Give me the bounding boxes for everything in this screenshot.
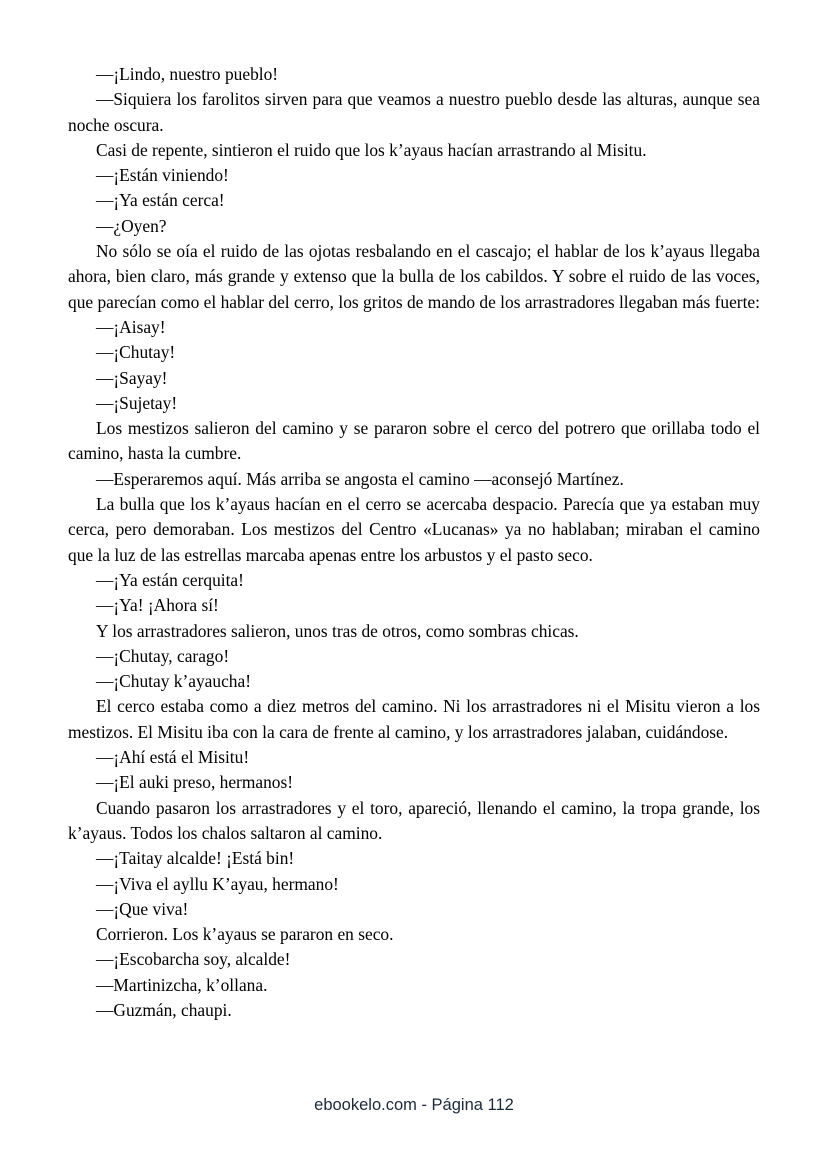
paragraph: —¡Escobarcha soy, alcalde!	[96, 949, 291, 970]
paragraph: —¡Ya! ¡Ahora sí!	[96, 595, 219, 616]
paragraph: —¡Chutay, carago!	[96, 645, 230, 666]
paragraph: Casi de repente, sintieron el ruido que los k’ayaus hacían arrastrando al Misitu.	[96, 139, 647, 160]
paragraph: —¡Taitay alcalde! ¡Está bin!	[96, 848, 295, 869]
paragraph: No sólo se oía el ruido de las ojotas resbalando en el cascajo; el hablar de los k’ayaus llegaba ahora, bien claro, más grande y extenso que la bulla de los cabildos. Y sobre el ruido de las voces, que parecían como el hablar del cerro, los gritos de mando de los arrastradores llegaban más fuerte:	[68, 241, 760, 312]
paragraph: —¡Aisay!	[96, 316, 166, 337]
paragraph: La bulla que los k’ayaus hacían en el cerro se acercaba despacio. Parecía que ya estaban muy cerca, pero demoraban. Los mestizos del Centro «Lucanas» ya no hablaban; miraban el camino que la luz de las estrellas marcaba apenas entre los arbustos y el pasto seco.	[68, 494, 760, 565]
paragraph: —¡Ahí está el Misitu!	[96, 747, 250, 768]
paragraph: —Esperaremos aquí. Más arriba se angosta el camino —aconsejó Martínez.	[96, 468, 624, 489]
paragraph: —¡Sayay!	[96, 367, 168, 388]
paragraph: —¡Chutay!	[96, 342, 176, 363]
paragraph: —Siquiera los farolitos sirven para que veamos a nuestro pueblo desde las alturas, aunque sea noche oscura.	[68, 89, 760, 135]
paragraph: —¡Sujetay!	[96, 392, 178, 413]
paragraph: —¡Ya están cerca!	[96, 190, 225, 211]
paragraph: Corrieron. Los k’ayaus se pararon en seco.	[96, 924, 394, 945]
paragraph: —¡Viva el ayllu K’ayau, hermano!	[96, 873, 339, 894]
paragraph: —¡Que viva!	[96, 898, 189, 919]
page-footer: ebookelo.com - Página 112	[314, 1096, 514, 1114]
paragraph: —¡Ya están cerquita!	[96, 569, 244, 590]
paragraph: Y los arrastradores salieron, unos tras de otros, como sombras chicas.	[96, 620, 579, 641]
paragraph: —Martinizcha, k’ollana.	[96, 974, 268, 995]
paragraph: —¡El auki preso, hermanos!	[96, 772, 294, 793]
paragraph: —Guzmán, chaupi.	[96, 999, 232, 1020]
body-text	[68, 62, 760, 1023]
paragraph: —¿Oyen?	[96, 215, 167, 236]
paragraph: Los mestizos salieron del camino y se pararon sobre el cerco del potrero que orillaba todo el camino, hasta la cumbre.	[68, 418, 760, 464]
paragraph: El cerco estaba como a diez metros del camino. Ni los arrastradores ni el Misitu vieron a los mestizos. El Misitu iba con la cara de frente al camino, y los arrastradores jalaban, cuidándose.	[68, 696, 760, 742]
paragraph: Cuando pasaron los arrastradores y el toro, apareció, llenando el camino, la tropa grande, los k’ayaus. Todos los chalos saltaron al camino.	[68, 797, 760, 843]
paragraph: —¡Chutay k’ayaucha!	[96, 671, 252, 692]
paragraph: —¡Lindo, nuestro pueblo!	[96, 64, 279, 84]
paragraph: —¡Están viniendo!	[96, 165, 229, 186]
